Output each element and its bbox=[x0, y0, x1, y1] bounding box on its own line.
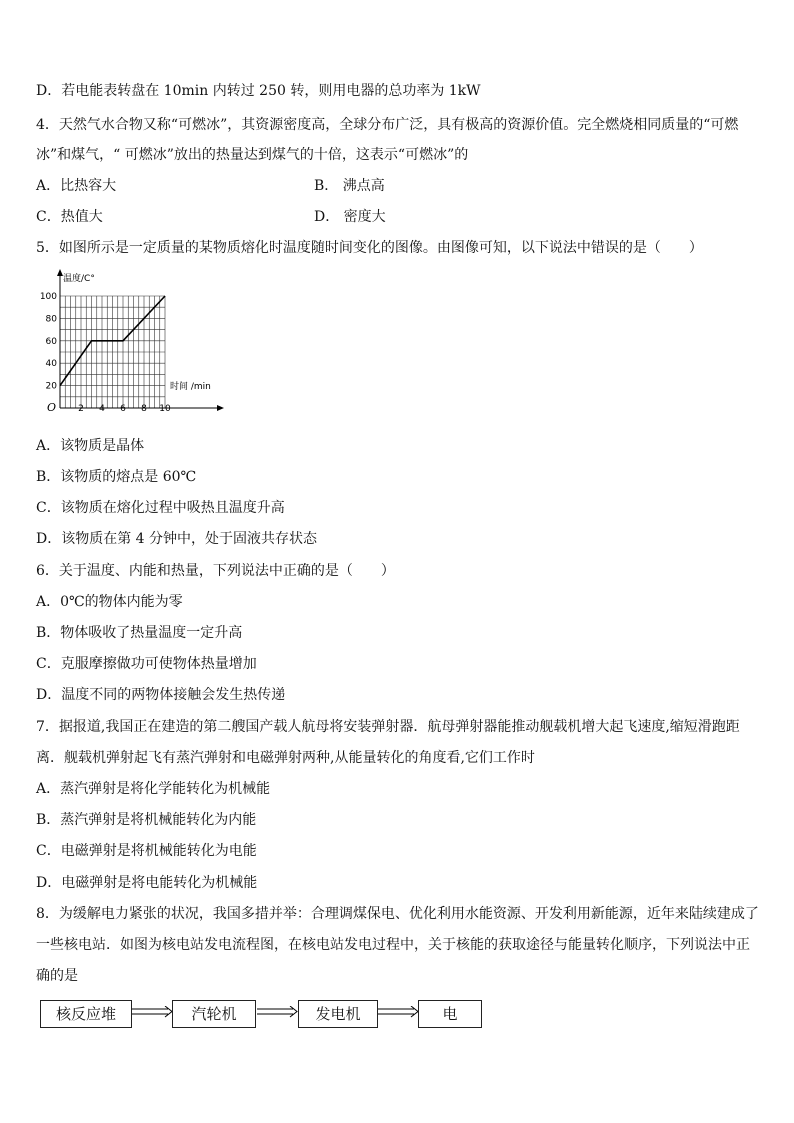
q8-stem-line1: 8．为缓解电力紧张的状况，我国多措并举：合理调煤保电、优化利用水能资源、开发利用新能源，近年来陆续建成了 bbox=[36, 906, 759, 922]
q7-stem-line1: 7．据报道,我国正在建造的第二艘国产载人航母将安装弹射器．航母弹射器能推动舰载机增大起飞速度,缩短滑跑距 bbox=[36, 719, 740, 735]
x-tick-label: 8 bbox=[141, 404, 147, 414]
q6-stem: 6．关于温度、内能和热量，下列说法中正确的是（ ） bbox=[36, 563, 395, 579]
x-tick-label: 10 bbox=[159, 404, 171, 414]
q4-stem-line1: 4．天然气水合物又称“可燃冰”，其资源密度高，全球分布广泛，具有极高的资源价值。完全燃烧相同质量的“可燃 bbox=[36, 117, 739, 133]
flow-box-generator: 发电机 bbox=[298, 1000, 378, 1028]
q7-option-a: A．蒸汽弹射是将化学能转化为机械能 bbox=[36, 781, 271, 797]
q5-option-c: C．该物质在熔化过程中吸热且温度升高 bbox=[36, 500, 285, 516]
y-tick-label: 100 bbox=[39, 292, 57, 302]
q6-option-c: C．克服摩擦做功可使物体热量增加 bbox=[36, 656, 257, 672]
origin-label: O bbox=[47, 401, 57, 414]
q5-stem: 5．如图所示是一定质量的某物质熔化时温度随时间变化的图像。由图像可知，以下说法中错误的是（ ） bbox=[36, 240, 703, 256]
x-tick-label: 4 bbox=[99, 404, 105, 414]
nuclear-power-flowchart bbox=[36, 996, 496, 1036]
q8-stem-line2: 一些核电站．如图为核电站发电流程图，在核电站发电过程中，关于核能的获取途径与能量转化顺序，下列说法中正 bbox=[36, 937, 750, 953]
q6-option-d: D．温度不同的两物体接触会发生热传递 bbox=[36, 687, 286, 703]
flow-box-turbine: 汽轮机 bbox=[172, 1000, 256, 1028]
x-tick-label: 6 bbox=[120, 404, 126, 414]
q5-option-a: A．该物质是晶体 bbox=[36, 438, 145, 454]
y-tick-label: 20 bbox=[45, 381, 57, 392]
q5-option-d: D．该物质在第 4 分钟中，处于固液共存状态 bbox=[36, 531, 318, 547]
y-tick-label: 80 bbox=[45, 314, 57, 325]
q4-option-a: A．比热容大 bbox=[36, 178, 117, 194]
x-axis-label: 时间 /min bbox=[170, 382, 211, 392]
q5-option-b: B．该物质的熔点是 60℃ bbox=[36, 469, 197, 485]
double-arrow-icon bbox=[132, 1006, 174, 1018]
q7-option-b: B．蒸汽弹射是将机械能转化为内能 bbox=[36, 812, 257, 828]
q7-option-c: C．电磁弹射是将机械能转化为电能 bbox=[36, 843, 257, 859]
melting-curve-chart bbox=[36, 268, 226, 418]
flow-box-electricity: 电 bbox=[418, 1000, 482, 1028]
double-arrow-icon bbox=[378, 1006, 420, 1018]
y-tick-label: 60 bbox=[45, 336, 57, 347]
q4-option-b: B． 沸点高 bbox=[314, 178, 385, 194]
y-axis-label: 温度/C° bbox=[63, 274, 95, 284]
q4-option-c: C．热值大 bbox=[36, 209, 103, 225]
q4-stem-line2: 冰”和煤气，“ 可燃冰”放出的热量达到煤气的十倍，这表示“可燃冰”的 bbox=[36, 147, 469, 163]
x-axis-arrow bbox=[217, 405, 224, 411]
q3-option-d: D．若电能表转盘在 10min 内转过 250 转，则用电器的总功率为 1kW bbox=[36, 83, 481, 99]
x-tick-label: 2 bbox=[78, 404, 84, 414]
q6-option-b: B．物体吸收了热量温度一定升高 bbox=[36, 625, 243, 641]
y-tick-label: 40 bbox=[45, 359, 57, 370]
q7-stem-line2: 离．舰载机弹射起飞有蒸汽弹射和电磁弹射两种,从能量转化的角度看,它们工作时 bbox=[36, 750, 535, 766]
q6-option-a: A．0℃的物体内能为零 bbox=[36, 594, 183, 610]
flow-box-reactor: 核反应堆 bbox=[40, 1000, 132, 1028]
q4-option-d: D． 密度大 bbox=[314, 209, 386, 225]
double-arrow-icon bbox=[257, 1006, 299, 1018]
q8-stem-line3: 确的是 bbox=[36, 968, 78, 984]
q7-option-d: D．电磁弹射是将电能转化为机械能 bbox=[36, 875, 258, 891]
